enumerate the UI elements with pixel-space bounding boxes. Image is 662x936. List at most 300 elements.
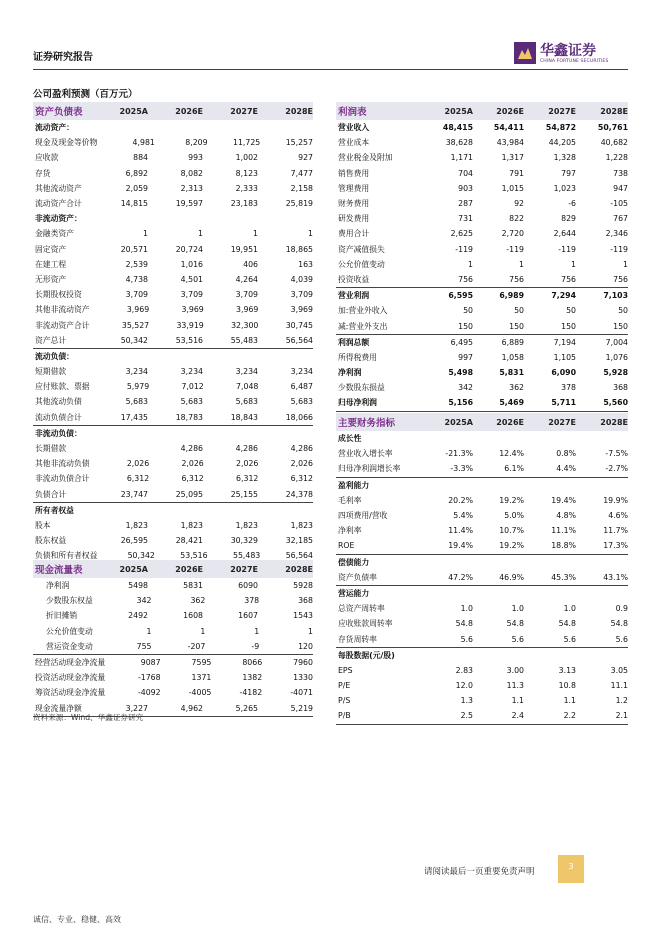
cell-value: 55,483: [230, 335, 258, 345]
table-title: 利润表: [338, 107, 367, 118]
cell-value: 5,979: [126, 382, 150, 392]
row-label: 长期股权投资: [35, 290, 82, 300]
cell-value: 50,342: [120, 335, 148, 345]
row-label: 非流动负债：: [35, 428, 82, 438]
cell-value: 5.6: [460, 634, 473, 644]
cell-value: -4092: [137, 688, 161, 698]
row-label: 营运资金变动: [46, 641, 93, 651]
cell-value: 2,346: [605, 229, 628, 239]
row-label: 研发费用: [338, 214, 370, 224]
header-divider: [33, 69, 628, 70]
table-row: [336, 303, 628, 318]
cell-value: 1330: [293, 673, 313, 683]
cell-value: 756: [613, 274, 628, 284]
cell-value: 150: [458, 321, 473, 331]
cell-value: 5.4%: [453, 511, 473, 521]
row-label: 经营活动现金净流量: [35, 658, 106, 668]
cell-value: -4182: [239, 688, 263, 698]
cell-value: 7,103: [603, 291, 628, 301]
cell-value: 6,889: [501, 337, 524, 347]
table-row: [33, 471, 313, 486]
cell-value: 4.8%: [556, 511, 576, 521]
cell-value: 2,026: [126, 459, 150, 469]
table-row: [336, 678, 628, 693]
row-label: P/S: [338, 696, 351, 706]
cell-value: 11.1%: [551, 526, 576, 536]
row-label: 所得税费用: [338, 352, 377, 362]
table-row: [336, 380, 628, 395]
cell-value: -119: [506, 244, 524, 254]
row-label: 现金流量净额: [35, 703, 82, 713]
row-label: 在建工程: [35, 259, 67, 269]
cell-value: 5,560: [603, 398, 628, 408]
cell-value: 993: [188, 153, 203, 163]
cell-value: 12.4%: [499, 449, 524, 459]
cell-value: 3,709: [125, 290, 148, 300]
row-label: 投资收益: [338, 274, 370, 284]
cell-value: 50: [566, 306, 576, 316]
row-label: 销售费用: [338, 168, 370, 178]
cell-value: 1: [468, 259, 473, 269]
cell-value: 1,823: [235, 520, 258, 530]
table-row: [336, 693, 628, 708]
cell-value: 5498: [128, 581, 148, 591]
cell-value: 2,026: [290, 459, 313, 469]
row-label: 非流动负债合计: [35, 474, 90, 484]
row-label: 成长性: [338, 434, 362, 444]
year-header: 2026E: [496, 106, 524, 116]
cell-value: 2.4: [511, 711, 524, 721]
cell-value: 28,421: [175, 536, 203, 546]
cell-value: 19,597: [175, 199, 203, 209]
table-row: [336, 601, 628, 616]
table-row: [33, 639, 313, 654]
cell-value: 1: [308, 229, 313, 239]
table-row: [33, 364, 313, 379]
cell-value: 1: [623, 259, 628, 269]
table-row: [33, 287, 313, 302]
row-label: 股本: [35, 520, 51, 530]
row-label: 负债合计: [35, 489, 67, 499]
cell-value: 50: [514, 306, 524, 316]
table-row: [336, 538, 628, 553]
cell-value: 362: [190, 596, 206, 606]
cell-value: 3,234: [125, 367, 148, 377]
cell-value: 947: [613, 183, 628, 193]
cell-value: 2,539: [125, 259, 148, 269]
table-row: [33, 379, 313, 394]
cell-value: 3,969: [290, 305, 313, 315]
cell-value: 2,625: [450, 229, 473, 239]
table-row: [336, 647, 628, 663]
table-row: [33, 317, 313, 332]
cell-value: 4,286: [290, 444, 313, 454]
cell-value: 378: [561, 383, 576, 393]
row-label: 折旧摊销: [46, 611, 78, 621]
cell-value: 2492: [128, 611, 148, 621]
cell-value: 5.6: [511, 634, 524, 644]
cash-flow-table: [33, 560, 313, 717]
cell-value: 1.0: [563, 604, 576, 614]
logo-text-cn: 华鑫证券: [540, 43, 596, 59]
cell-value: 18.8%: [551, 541, 576, 551]
cell-value: 756: [561, 274, 576, 284]
table-row: [33, 593, 313, 608]
year-header: 2025A: [444, 417, 473, 427]
logo-text-en: CHINA FORTUNE SECURITIES: [540, 59, 609, 64]
cell-value: 1,016: [180, 259, 203, 269]
cell-value: 4,738: [125, 274, 148, 284]
row-label: 所有者权益: [35, 505, 74, 515]
row-label: EPS: [338, 665, 353, 675]
row-label: 公允价值变动: [338, 259, 385, 269]
cell-value: 7595: [191, 658, 212, 668]
row-label: 管理费用: [338, 183, 370, 193]
table-row: [33, 181, 313, 196]
cell-value: 1,228: [605, 153, 628, 163]
cell-value: 54,411: [493, 123, 524, 133]
table-row: [336, 570, 628, 585]
cell-value: 50: [463, 306, 473, 316]
table-row: [336, 150, 628, 165]
table-row: [33, 578, 313, 593]
cell-value: 11.3: [506, 681, 524, 691]
cell-value: 7,194: [553, 337, 576, 347]
cell-value: 50,761: [597, 123, 628, 133]
cell-value: 7,477: [290, 168, 313, 178]
cell-value: 4,286: [235, 444, 258, 454]
cell-value: 6,989: [499, 291, 524, 301]
cell-value: 1382: [242, 673, 263, 683]
cell-value: 1,823: [180, 520, 203, 530]
row-label: 存货周转率: [338, 634, 377, 644]
row-label: 股东权益: [35, 536, 67, 546]
row-label: 加:营业外收入: [338, 306, 388, 316]
cell-value: 2.1: [615, 711, 628, 721]
table-row: [336, 461, 628, 476]
cell-value: 10.8: [558, 681, 576, 691]
year-header: 2028E: [285, 106, 313, 116]
cell-value: 20,724: [175, 244, 203, 254]
cell-value: -119: [558, 244, 576, 254]
year-header: 2026E: [175, 106, 203, 116]
row-label: 应收款: [35, 153, 59, 163]
cell-value: 3,969: [181, 305, 204, 315]
company-logo: [514, 40, 609, 72]
cell-value: 4.4%: [556, 464, 576, 474]
cell-value: 6,487: [290, 382, 313, 392]
cell-value: 10.7%: [499, 526, 524, 536]
cell-value: 6.1%: [504, 464, 524, 474]
cell-value: -4071: [290, 688, 313, 698]
cell-value: 11.4%: [448, 526, 473, 536]
cell-value: 54.8: [506, 619, 524, 629]
cell-value: 1: [146, 626, 152, 636]
cell-value: 1,823: [290, 520, 313, 530]
balance-sheet-table: [33, 102, 313, 564]
cell-value: 6,312: [236, 474, 259, 484]
cell-value: 704: [458, 168, 473, 178]
cell-value: 56,564: [285, 551, 313, 561]
cell-value: 829: [561, 214, 576, 224]
cell-value: 3,709: [180, 290, 203, 300]
cell-value: 150: [509, 321, 524, 331]
row-label: 总资产周转率: [338, 604, 385, 614]
table-row: [33, 441, 313, 456]
cell-value: 2,720: [501, 229, 524, 239]
table-row: [33, 242, 313, 257]
cell-value: 18,066: [285, 412, 313, 422]
footer-slogan: 诚信、专业、稳健、高效: [33, 915, 121, 924]
row-label: 财务费用: [338, 199, 370, 209]
row-label: 营业利润: [338, 291, 370, 301]
table-row: [336, 211, 628, 226]
cell-value: 1,076: [605, 352, 628, 362]
row-label: 公允价值变动: [46, 626, 93, 636]
table-row: [33, 410, 313, 425]
table-row: [336, 508, 628, 523]
cell-value: 1.0: [460, 604, 473, 614]
table-title: 现金流量表: [35, 565, 83, 576]
cell-value: 3,709: [235, 290, 258, 300]
cell-value: 1608: [183, 611, 203, 621]
cell-value: 342: [136, 596, 152, 606]
cell-value: 19.2%: [499, 541, 524, 551]
table-row: [336, 287, 628, 303]
cell-value: 5,831: [499, 368, 524, 378]
cell-value: 32,185: [285, 536, 313, 546]
cell-value: -119: [455, 244, 473, 254]
table-row: [336, 708, 628, 724]
table-row: [33, 394, 313, 409]
cell-value: 3,227: [125, 703, 148, 713]
cell-value: 1: [308, 626, 313, 636]
cell-value: 1,171: [450, 153, 473, 163]
cell-value: 92: [514, 199, 524, 209]
table-row: [336, 334, 628, 350]
cell-value: 1: [200, 626, 206, 636]
cell-value: 406: [243, 259, 258, 269]
row-label: 净利润: [338, 368, 362, 378]
cell-value: 5,683: [125, 397, 148, 407]
cell-value: 2,158: [290, 183, 313, 193]
cell-value: 3.00: [506, 665, 524, 675]
row-label: 营业税金及附加: [338, 153, 393, 163]
table-row: [33, 135, 313, 150]
row-label: 非流动资产合计: [35, 320, 90, 330]
page-number: 3: [568, 862, 574, 871]
cell-value: 54.8: [610, 619, 628, 629]
cell-value: -21.3%: [445, 449, 473, 459]
table-row: [33, 456, 313, 471]
cell-value: 40,682: [600, 138, 628, 148]
cell-value: 1: [254, 626, 260, 636]
year-header: 2025A: [119, 106, 148, 116]
table-row: [33, 272, 313, 287]
row-label: 固定资产: [35, 244, 67, 254]
cell-value: 1,023: [553, 183, 576, 193]
table-row: [336, 196, 628, 211]
cell-value: 2.2: [563, 711, 576, 721]
cell-value: 1,328: [553, 153, 576, 163]
row-label: P/E: [338, 681, 351, 691]
cell-value: 20.2%: [448, 495, 473, 505]
row-label: 每股数据(元/股): [338, 650, 395, 660]
cell-value: 8,123: [235, 168, 258, 178]
table-header: [336, 413, 628, 431]
cell-value: 362: [509, 383, 524, 393]
cell-value: 342: [458, 383, 473, 393]
table-row: [33, 624, 313, 639]
table-row: [336, 554, 628, 570]
cell-value: 3,234: [180, 367, 203, 377]
cell-value: -207: [187, 641, 206, 651]
cell-value: 53,516: [180, 551, 208, 561]
cell-value: 19.4%: [448, 541, 473, 551]
cell-value: 2,333: [235, 183, 258, 193]
cell-value: 5.6: [615, 634, 628, 644]
table-row: [336, 135, 628, 150]
row-label: 资产减值损失: [338, 244, 385, 254]
source-note: 资料来源：Wind、华鑫证券研究: [33, 713, 144, 722]
cell-value: 2,026: [236, 459, 259, 469]
cell-value: 7960: [293, 658, 313, 668]
row-label: 资产负债率: [338, 572, 377, 582]
cell-value: 1543: [293, 611, 313, 621]
row-label: 金融类资产: [35, 229, 74, 239]
row-label: 少数股东损益: [338, 383, 385, 393]
table-row: [336, 166, 628, 181]
cell-value: 25,819: [285, 199, 313, 209]
cell-value: 5,265: [235, 703, 258, 713]
cell-value: 55,483: [232, 551, 261, 561]
cell-value: 1,105: [553, 352, 576, 362]
table-header: [33, 102, 313, 120]
row-label: 净利润: [46, 581, 70, 591]
row-label: ROE: [338, 541, 355, 551]
cell-value: 1607: [238, 611, 258, 621]
table-row: [33, 196, 313, 211]
table-row: [33, 333, 313, 348]
cell-value: 9087: [140, 658, 161, 668]
cell-value: 1371: [191, 673, 212, 683]
cell-value: 23,747: [120, 489, 148, 499]
cell-value: -4005: [188, 688, 212, 698]
cell-value: -6: [568, 199, 576, 209]
cell-value: 3,969: [236, 305, 259, 315]
row-label: 资产总计: [35, 335, 67, 345]
cell-value: 2,026: [181, 459, 204, 469]
table-row: [336, 446, 628, 461]
row-label: 营业收入: [338, 123, 370, 133]
cell-value: 5,219: [290, 703, 313, 713]
table-caption: 公司盈利预测（百万元）: [33, 89, 138, 100]
table-row: [336, 257, 628, 272]
cell-value: 1.0: [511, 604, 524, 614]
cell-value: 50,342: [127, 551, 155, 561]
cell-value: 738: [613, 168, 628, 178]
cell-value: 11,725: [232, 138, 261, 148]
cell-value: 18,783: [175, 412, 203, 422]
cell-value: 2.5: [460, 711, 473, 721]
cell-value: 19,951: [230, 244, 258, 254]
cell-value: 5,683: [180, 397, 203, 407]
table-row: [33, 166, 313, 181]
row-label: 负债和所有者权益: [35, 551, 98, 561]
cell-value: 5,156: [448, 398, 473, 408]
row-label: 现金及现金等价物: [35, 138, 98, 148]
cell-value: -9: [251, 641, 260, 651]
table-row: [336, 181, 628, 196]
cell-value: 3,709: [290, 290, 313, 300]
cell-value: -119: [610, 244, 628, 254]
table-row: [336, 477, 628, 493]
cell-value: 23,183: [230, 199, 258, 209]
cell-value: 5928: [293, 581, 313, 591]
row-label: 营业收入增长率: [338, 449, 393, 459]
cell-value: 25,155: [230, 489, 258, 499]
cell-value: 6,595: [448, 291, 473, 301]
cell-value: 0.9: [615, 604, 628, 614]
year-header: 2028E: [285, 564, 313, 574]
row-label: 非流动资产：: [35, 214, 82, 224]
table-row: [33, 685, 313, 700]
table-header: [336, 102, 628, 120]
cell-value: 8,082: [180, 168, 203, 178]
cell-value: 8066: [242, 658, 263, 668]
cell-value: 368: [613, 383, 628, 393]
table-row: [336, 395, 628, 411]
cell-value: 5.6: [563, 634, 576, 644]
table-row: [33, 348, 313, 364]
table-row: [336, 616, 628, 631]
cell-value: 54.8: [558, 619, 576, 629]
table-row: [336, 226, 628, 241]
cell-value: 11.7%: [603, 526, 628, 536]
row-label: 无形资产: [35, 274, 67, 284]
table-row: [336, 431, 628, 446]
row-label: 净利率: [338, 526, 362, 536]
cell-value: 150: [561, 321, 576, 331]
table-row: [336, 365, 628, 380]
cell-value: 1,317: [501, 153, 524, 163]
cell-value: 19.2%: [499, 495, 524, 505]
year-header: 2027E: [548, 417, 576, 427]
cell-value: 6,312: [290, 474, 313, 484]
cell-value: 884: [133, 153, 148, 163]
row-label: 长期借款: [35, 444, 67, 454]
row-label: 其他流动负债: [35, 397, 82, 407]
report-type-label: 证券研究报告: [33, 52, 93, 63]
cell-value: 1,823: [125, 520, 148, 530]
table-row: [33, 211, 313, 226]
cell-value: 797: [561, 168, 576, 178]
cell-value: 1,015: [501, 183, 524, 193]
row-label: 毛利率: [338, 495, 362, 505]
table-title: 主要财务指标: [338, 418, 396, 429]
cell-value: 33,919: [176, 320, 204, 330]
cell-value: 2,313: [180, 183, 203, 193]
logo-icon: [514, 42, 536, 64]
year-header: 2027E: [230, 564, 258, 574]
cell-value: 17.3%: [603, 541, 628, 551]
table-row: [33, 302, 313, 317]
cell-value: 44,205: [548, 138, 576, 148]
year-header: 2025A: [119, 564, 148, 574]
cell-value: 903: [458, 183, 473, 193]
row-label: 其他非流动负债: [35, 459, 90, 469]
cell-value: 1.1: [563, 696, 576, 706]
